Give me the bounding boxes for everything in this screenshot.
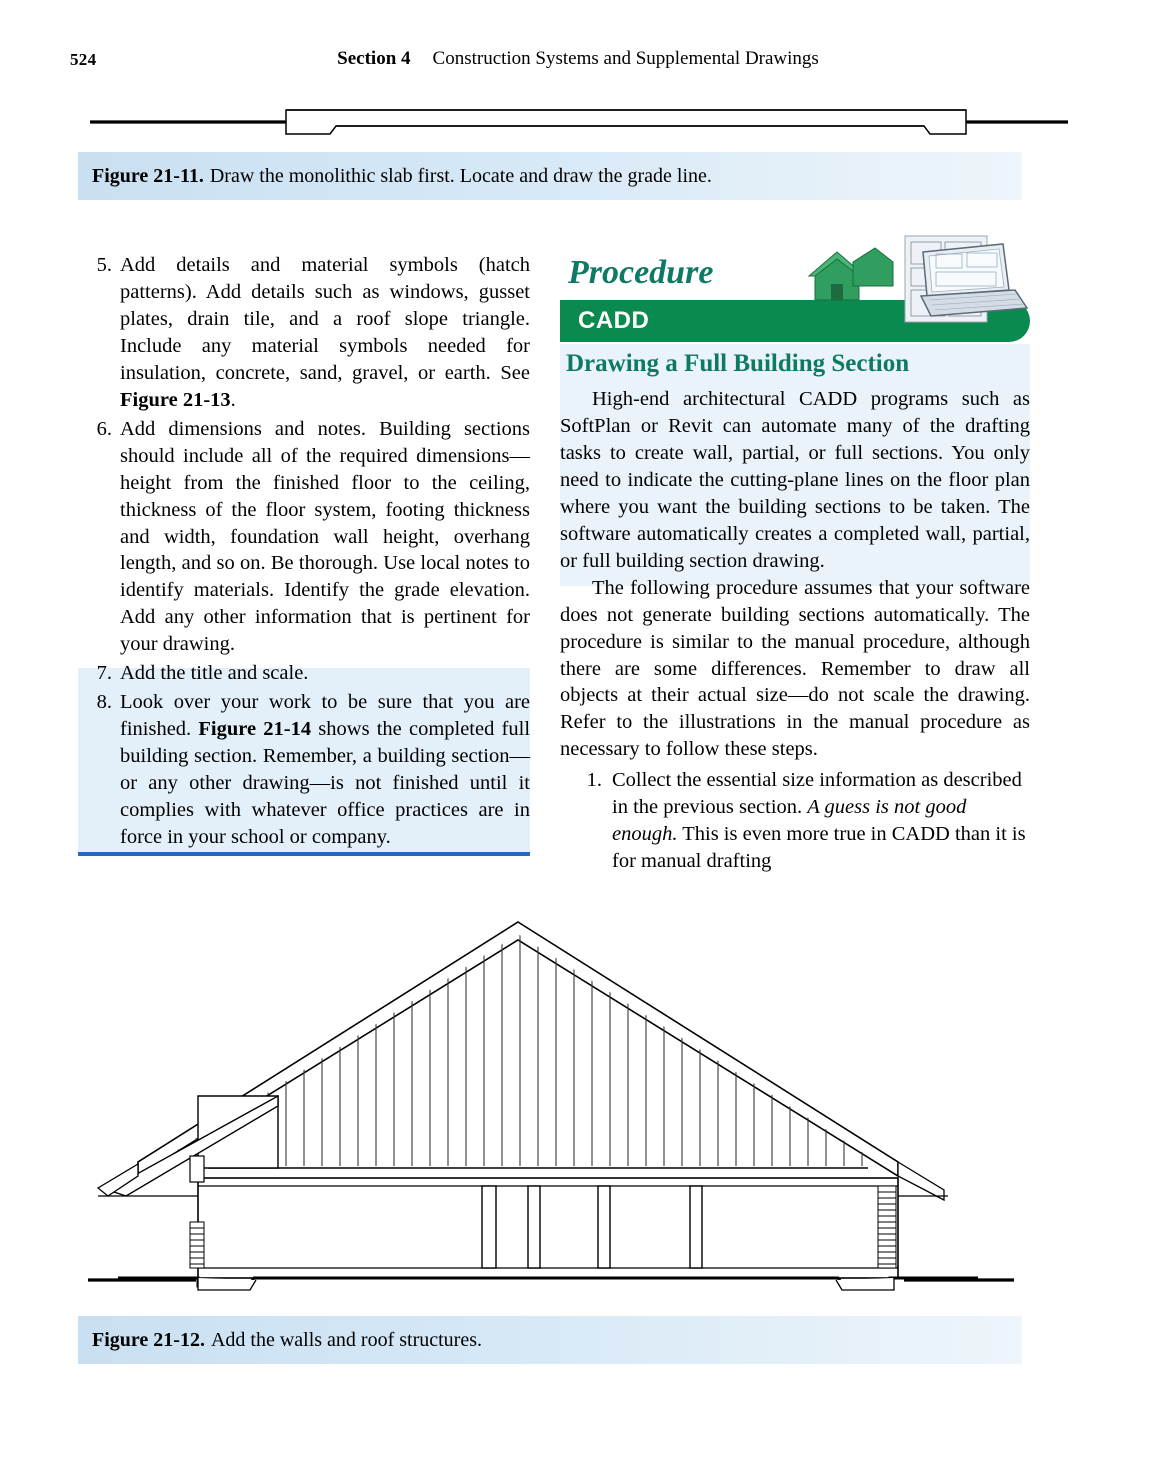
procedure-paragraph-1: High-end architectural CADD programs such as SoftPlan or Revit can automate many of the drafting tasks to create wall, partial, or full sections. You only need to indicate the cutting-plane lines on the floor plan where you want the building sections to be taken. The software automatically creates a completed wall, partial, or full building section drawing. xyxy=(560,388,1030,572)
list-item xyxy=(82,416,530,659)
cadd-artwork-icon xyxy=(795,228,1030,338)
procedure-paragraph-2: The following procedure assumes that your software does not generate building sections automatically. The procedure is similar to the manual procedure, although there are some differences. Remember to draw all objects at their actual size—do not scale the drawing. Refer to the illustrations in the manual procedure as necessary to follow these steps. xyxy=(560,576,1030,761)
running-head xyxy=(70,48,1086,74)
figure-21-11-caption xyxy=(78,152,1022,200)
figure-21-12-caption-text: Add the walls and roof structures. xyxy=(210,1328,482,1351)
step-text: Add dimensions and notes. Building sections should include all of the required dimensions—height from the finished floor to the ceiling, thickness of the floor system, footing thickness and width, foundation wall height, overhang length, and so on. Be thorough. Use local notes to identify materials. Identify the grade elevation. Add any other information that is pertinent for your drawing. xyxy=(120,417,530,656)
step-text: Add details and material symbols (hatch patterns). Add details such as windows, gusset plates, drain tile, and a roof slope triangle. Include any material symbols needed for insulation, concrete, sand, gravel, or earth. See Figure 21-13. xyxy=(120,254,530,411)
step-text: Look over your work to be sure that you are finished. Figure 21-14 shows the completed full building section. Remember, a building section—or any other drawing—is not finished until it complies with whatever office practices are in force in your school or company. xyxy=(120,691,531,849)
header-section-label: Section 4 xyxy=(337,48,411,69)
step-text: Collect the essential size information as described in the previous section. A guess is not good enough. This is even more true in CADD than it is for manual drafting xyxy=(612,769,1026,873)
procedure-title: Procedure xyxy=(568,254,714,291)
page-number: 524 xyxy=(70,50,97,69)
procedure-heading: Drawing a Full Building Section xyxy=(566,350,910,377)
cadd-badge-label: CADD xyxy=(578,307,650,334)
header-section-title: Construction Systems and Supplemental Drawings xyxy=(432,48,819,69)
step-number: 5. xyxy=(96,254,112,276)
figure-21-11-caption-text: Draw the monolithic slab first. Locate and draw the grade line. xyxy=(209,164,712,187)
procedure-step-list xyxy=(560,767,1030,875)
step-number: 8. xyxy=(96,691,112,714)
list-item xyxy=(560,767,1030,875)
step-text: Add the title and scale. xyxy=(120,662,309,685)
numbered-step-list xyxy=(82,252,530,851)
procedure-body xyxy=(560,386,1030,875)
figure-21-11-drawing xyxy=(78,100,1078,150)
figure-21-12-caption xyxy=(78,1316,1022,1364)
list-item xyxy=(82,660,530,687)
step-number: 7. xyxy=(96,662,112,685)
left-column-steps xyxy=(82,252,530,853)
step-number: 1. xyxy=(586,769,602,792)
figure-21-12-drawing xyxy=(78,900,1022,1310)
figure-21-12-label: Figure 21-12. xyxy=(92,1328,205,1351)
list-item xyxy=(82,252,530,414)
header-section-text xyxy=(337,48,819,70)
figure-21-11-label: Figure 21-11. xyxy=(92,164,204,187)
step-number: 6. xyxy=(96,417,112,440)
list-item xyxy=(82,689,530,851)
